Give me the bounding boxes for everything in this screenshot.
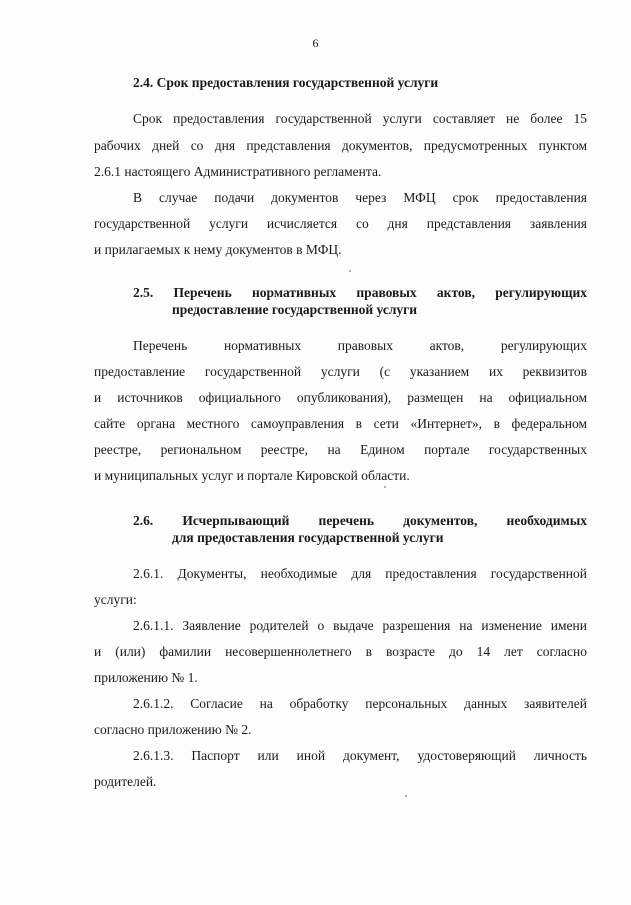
p-2-6-1-2-line1: 2.6.1.2. Согласие на обработку персональных данных заявителей (133, 696, 587, 711)
s24-p2-line3: и прилагаемых к нему документов в МФЦ. (94, 242, 342, 257)
s25-p1-line6: и муниципальных услуг и портале Кировской области. (94, 468, 410, 483)
s24-p1-line2: рабочих дней со дня представления документов, предусмотренных пунктом (94, 138, 587, 153)
s24-p1-line1: Срок предоставления государственной услуги составляет не более 15 (133, 111, 587, 126)
s25-p1-line4: сайте органа местного самоуправления в сети «Интернет», в федеральном (94, 416, 587, 431)
section-2-6-heading-line2: для предоставления государственной услуги (172, 530, 444, 545)
p-2-6-1-3-line1: 2.6.1.3. Паспорт или иной документ, удостоверяющий личность (133, 748, 587, 763)
s24-p2-line2: государственной услуги исчисляется со дня представления заявления (94, 216, 587, 231)
scan-speck (349, 270, 351, 272)
scan-speck (384, 486, 386, 488)
s24-p1-line3: 2.6.1 настоящего Административного регламента. (94, 164, 382, 179)
p-2-6-1-2-line2: согласно приложению № 2. (94, 722, 252, 737)
p-2-6-1-line1: 2.6.1. Документы, необходимые для предоставления государственной (133, 566, 587, 581)
section-2-4-heading: 2.4. Срок предоставления государственной услуги (133, 75, 439, 90)
section-2-6-heading-line1: 2.6. Исчерпывающий перечень документов, необходимых (133, 513, 587, 528)
s25-p1-line5: реестре, региональном реестре, на Едином портале государственных (94, 442, 587, 457)
s25-p1-line1: Перечень нормативных правовых актов, регулирующих (133, 338, 587, 353)
s25-p1-line2: предоставление государственной услуги (с указанием их реквизитов (94, 364, 587, 379)
p-2-6-1-1-line2: и (или) фамилии несовершеннолетнего в возрасте до 14 лет согласно (94, 644, 587, 659)
section-2-5-heading-line1: 2.5. Перечень нормативных правовых актов, регулирующих (133, 285, 587, 300)
p-2-6-1-3-line2: родителей. (94, 774, 157, 789)
p-2-6-1-line2: услуги: (94, 592, 137, 607)
section-2-5-heading-line2: предоставление государственной услуги (172, 302, 418, 317)
s25-p1-line3: и источников официального опубликования), размещен на официальном (94, 390, 587, 405)
s24-p2-line1: В случае подачи документов через МФЦ срок предоставления (133, 190, 587, 205)
scan-speck (405, 795, 407, 797)
p-2-6-1-1-line1: 2.6.1.1. Заявление родителей о выдаче разрешения на изменение имени (133, 618, 587, 633)
page-number: 6 (312, 36, 319, 50)
p-2-6-1-1-line3: приложению № 1. (94, 670, 198, 685)
